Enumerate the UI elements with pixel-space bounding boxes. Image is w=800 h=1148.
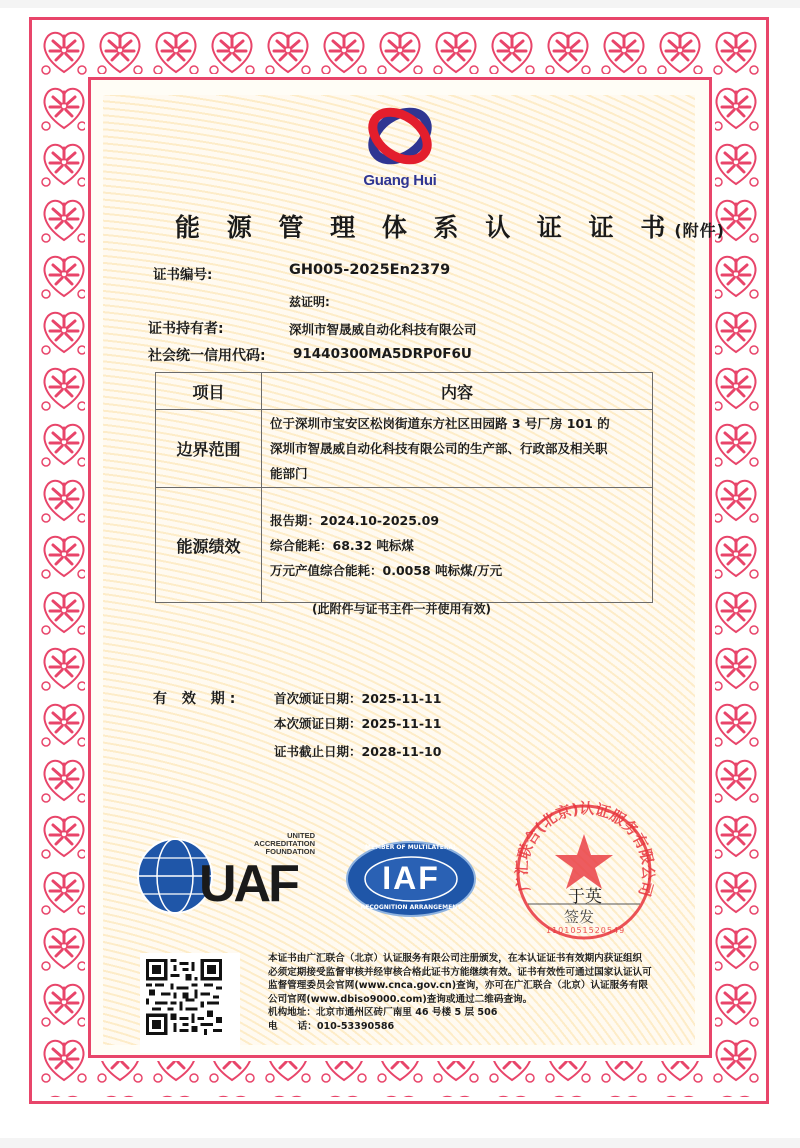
header-content: 内容 [262,373,653,410]
credit-code-value: 91440300MA5DRP0F6U [293,346,472,362]
seal-ring-text: 广汇联合(北京)认证服务有限公司 [512,800,658,899]
certificate-title [175,208,725,244]
uaf-mark: UAF [199,855,297,913]
footer-line-4: 公司官网(www.dbiso9000.com)查询或通过二维码查询。 [268,993,533,1005]
row-content-boundary [262,410,653,488]
performance-line-2: 综合能耗：68.32 吨标煤 [270,537,414,553]
row-content-performance [262,488,653,603]
qr-code[interactable] [140,953,240,1053]
credit-code-label: 社会统一信用代码: [148,348,266,364]
title-main: 能 源 管 理 体 系 认 证 证 书 [175,213,675,242]
boundary-line-1: 位于深圳市宝安区松岗街道东方社区田园路 3 号厂房 101 的 [270,416,610,431]
footer-address: 机构地址：北京市通州区砖厂南里 46 号楼 5 层 506 [268,1007,498,1019]
footer-line-3: 监督管理委员会官网(www.cnca.gov.cn)查询，亦可在广汇联合（北京）认证服务有限 [268,980,649,992]
first-issue-date: 首次颁证日期：2025-11-11 [274,691,442,706]
uaf-line-2: ACCREDITATION [254,839,315,848]
certify-label: 兹证明: [289,295,330,309]
uaf-line-3: FOUNDATION [265,847,315,856]
guanghui-logo [360,104,440,194]
seal-number: 1101051520549 [546,926,626,935]
iaf-bottom-text: RECOGNITION ARRANGEMENT [360,904,462,911]
cert-no-value: GH005-2025En2379 [289,262,451,278]
cert-no-label: 证书编号: [153,267,213,283]
iaf-mark: IAF [382,860,440,896]
header-item: 项目 [156,373,262,410]
table-row-boundary [156,410,653,488]
seal-sign-label: 签发 [564,908,595,926]
official-seal [508,800,660,940]
table-row-performance [156,488,653,603]
performance-line-1: 报告期：2024.10-2025.09 [270,512,440,528]
logo-rings-icon [360,104,440,168]
boundary-line-2: 深圳市智晟威自动化科技有限公司的生产部、行政部及相关职 [270,441,608,456]
footer-phone: 电 话：010-53390586 [268,1020,395,1032]
footer-disclaimer [268,952,688,1034]
row-item-boundary: 边界范围 [156,410,262,488]
table-header-row [156,373,653,410]
iaf-top-text: MEMBER OF MULTILATERAL [365,844,457,851]
iaf-logo [345,840,477,918]
seal-signature: 于英 [568,887,602,907]
title-suffix: (附件) [674,221,725,240]
expiry-date: 证书截止日期：2028-11-10 [274,744,442,759]
uaf-caption [231,832,315,856]
footer-line-1: 本证书由广汇联合（北京）认证服务有限公司注册颁发，在本认证证书有效期内获证组织 [268,953,643,964]
row-item-performance: 能源绩效 [156,488,262,603]
certificate-detail-table [155,372,653,603]
footer-line-2: 必须定期接受监督审核并经审核合格此证书方能继续有效。证书有效性可通过国家认证认可 [268,966,652,978]
holder-label: 证书持有者: [148,321,224,337]
current-issue-date: 本次颁证日期：2025-11-11 [274,716,442,731]
logo-brand-text: Guang Hui [363,172,437,189]
validity-label: 有 效 期: [153,691,241,707]
holder-value: 深圳市智晟威自动化科技有限公司 [289,322,477,337]
boundary-line-3: 能部门 [270,466,308,481]
uaf-logo [135,832,315,922]
attachment-note: (此附件与证书主件一并使用有效) [312,602,491,616]
uaf-line-1: UNITED [287,831,315,840]
qr-code-icon [146,959,222,1035]
performance-line-3: 万元产值综合能耗：0.0058 吨标煤/万元 [270,562,503,578]
